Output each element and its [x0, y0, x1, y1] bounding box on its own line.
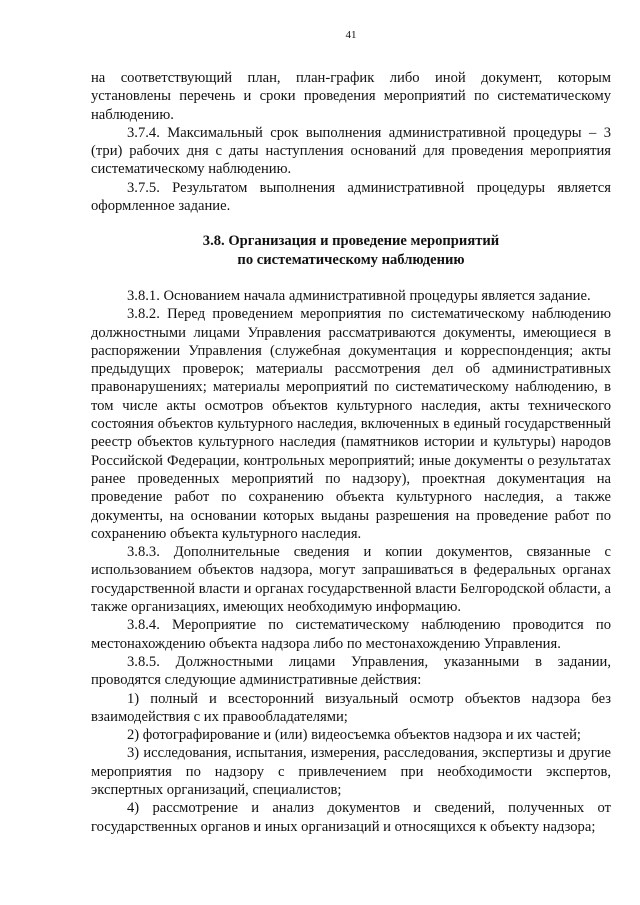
list-item-3: 3) исследования, испытания, измерения, расследования, экспертизы и другие мероприятия по надзору с привлечением при необходимости экспертов, экспертных организаций, специалистов; [91, 745, 611, 798]
paragraph-3-8-4: 3.8.4. Мероприятие по систематическому наблюдению проводится по местонахождению объекта надзора либо по местонахождению Управления. [91, 617, 611, 652]
paragraph-continuation: на соответствующий план, план-график либо иной документ, которым установлены перечень и сроки проведения мероприятий по систематическому наблюдению. [91, 70, 611, 123]
list-item-2: 2) фотографирование и (или) видеосъемка объектов надзора и их частей; [127, 727, 581, 744]
list-item-1: 1) полный и всесторонний визуальный осмотр объектов надзора без взаимодействия с их правообладателями; [91, 690, 611, 725]
paragraph-3-8-1: 3.8.1. Основанием начала административной процедуры является задание. [127, 287, 591, 304]
section-heading [91, 232, 611, 269]
section-heading-line-1: 3.8. Организация и проведение мероприятий [202, 233, 500, 250]
list-item-4: 4) рассмотрение и анализ документов и сведений, полученных от государственных органов и иных организаций и относящихся к объекту надзора; [91, 800, 611, 835]
document-page [91, 28, 611, 836]
paragraph-3-8-3: 3.8.3. Дополнительные сведения и копии документов, связанные с использованием объектов надзора, могут запрашиваться в федеральных органах государственной власти и органах государственной власти Белгородской области, а также организациях, имеющих необходимую информацию. [91, 544, 611, 616]
paragraph-3-8-2: 3.8.2. Перед проведением мероприятия по систематическому наблюдению должностными лицами Управления рассматриваются документы, имеющиеся в распоряжении Управления (служебная документация и корреспонденция; акты предыдущих проверок; материалы рассмотрения дел об административных правонарушениях; материалы мероприятий по систематическому наблюдению, в том числе акты осмотров объектов культурного наследия, акты технического состояния объектов культурного наследия, включенных в единый государственный реестр объектов культурного наследия (памятников истории и культуры) народов Российской Федерации, контрольных мероприятий; иные документы о результатах ранее проведенных мероприятий по надзору), проектная документация на проведение работ по сохранению объекта культурного наследия, а также документы, на основании которых выданы разрешения на проведение работ по сохранению объекта культурного наследия. [91, 306, 611, 542]
paragraph-3-8-5: 3.8.5. Должностными лицами Управления, указанными в задании, проводятся следующие административные действия: [91, 653, 611, 689]
paragraph-3-7-4: 3.7.4. Максимальный срок выполнения административной процедуры – 3 (три) рабочих дня с даты наступления оснований для проведения мероприятия систематическому наблюдению. [91, 124, 611, 178]
spacer [91, 215, 611, 232]
section-heading-line-2: по систематическому наблюдению [237, 251, 465, 268]
spacer [91, 269, 611, 287]
page-number: 41 [345, 29, 357, 41]
paragraph-3-7-5: 3.7.5. Результатом выполнения административной процедуры является оформленное задание. [91, 179, 611, 215]
